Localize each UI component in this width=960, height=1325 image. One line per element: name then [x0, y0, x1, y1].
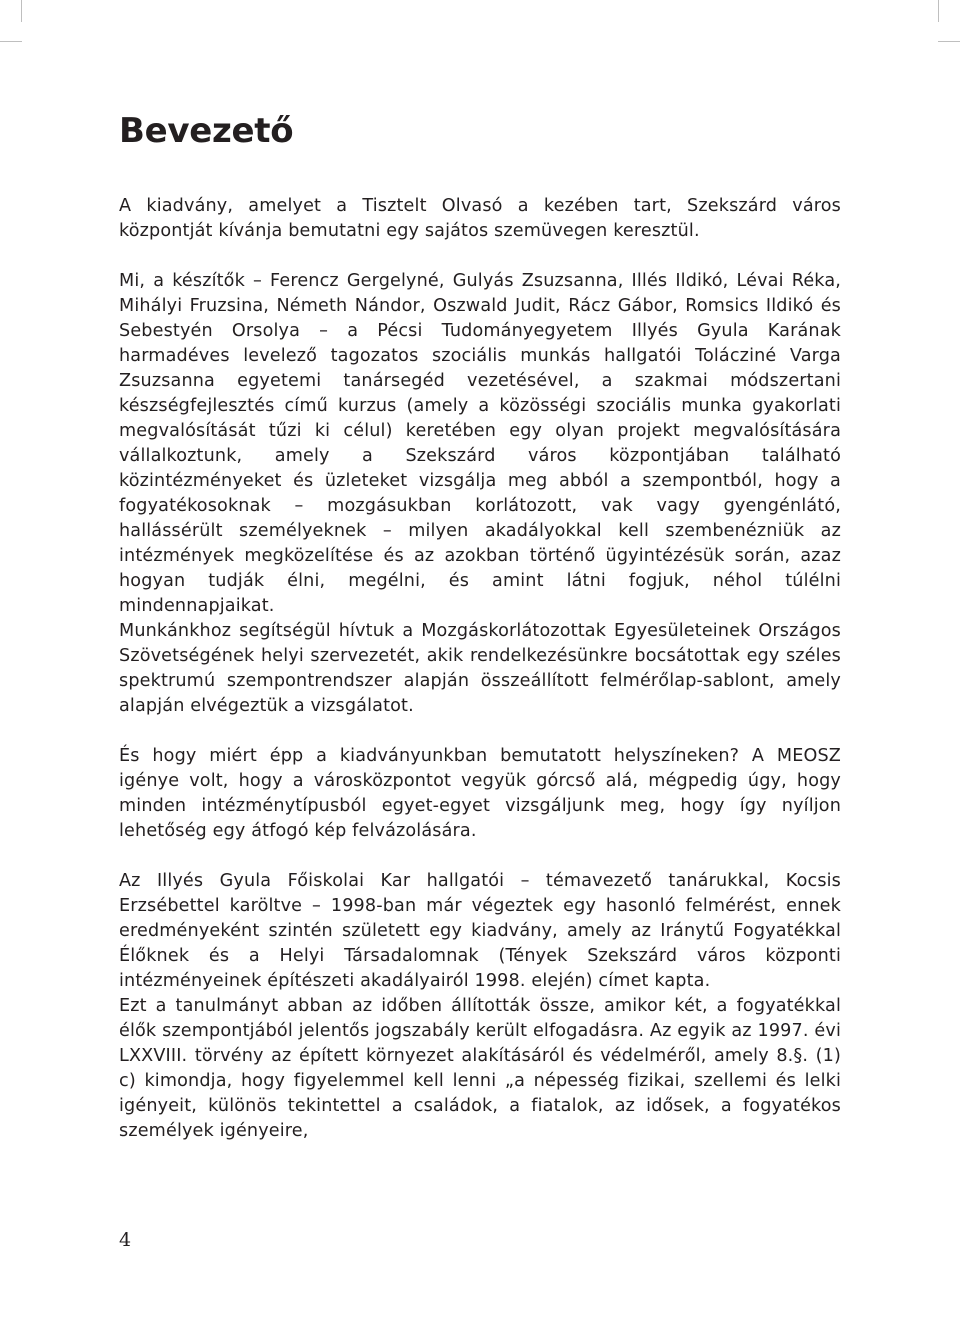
page-number: 4 — [119, 1229, 132, 1251]
page-body — [119, 108, 841, 1144]
crop-mark — [0, 41, 22, 42]
paragraph-authors: Mi, a készítők – Ferencz Gergelyné, Gulyás Zsuzsanna, Illés Ildikó, Lévai Réka, Mihályi Fruzsina, Németh Nándor, Oszwald Judit, Rácz Gábor, Romsics Ildikó és Sebestyén Orsolya – a Pécsi Tudományegyetem Illyés Gyula Karának harmadéves levelező tagozatos szociális munkás hallgatói Tolácziné Varga Zsuzsanna egyetemi tanársegéd vezetésével, a szakmai módszertani készségfejlesztés című kurzus (amely a közösségi szociális munka gyakorlati megvalósítását tűzi ki célul) keretében egy olyan projekt megvalósítására vállalkoztunk, amely a Szekszárd város központjában található közintézményeket és üzleteket vizsgálja meg abból a szempontból, hogy a fogyatékosoknak – mozgásukban korlátozott, vak vagy gyengénlátó, hallássérült személyeknek – milyen akadályokkal kell szembenézniük az intézmények megközelítése és az azokban történő ügyintézésük során, azaz hogyan tudják élni, megélni, és amint látni fogjuk, néhol túlélni mindennapjaikat. — [119, 271, 841, 616]
page-title: Bevezető — [119, 111, 294, 151]
paragraph-previous-survey: Az Illyés Gyula Főiskolai Kar hallgatói – témavezető tanárukkal, Kocsis Erzsébettel karöltve – 1998-ban már végeztek egy hasonló felmérést, ennek eredményeként szintén született egy kiadvány, amely az Iránytű Fogyatékkal Élőknek és a Helyi Társadalomnak (Tények Szekszárd város központi intézményeinek építészeti akadályairól 1998. elején) címet kapta. — [119, 871, 841, 991]
paragraph-meosz-help: Munkánkhoz segítségül hívtuk a Mozgáskorlátozottak Egyesületeinek Országos Szövetségének helyi szervezetét, akik rendelkezésünkre bocsátottak egy széles spektrumú szempontrendszer alapján összeállított felmérőlap-sablont, amely alapján elvégeztük a vizsgálatot. — [119, 621, 841, 716]
paragraph-intro: A kiadvány, amelyet a Tisztelt Olvasó a kezében tart, Szekszárd város központját kívánja bemutatni egy sajátos szemüvegen keresztül. — [119, 196, 841, 241]
crop-mark — [938, 41, 960, 42]
paragraph-locations: És hogy miért épp a kiadványunkban bemutatott helyszíneken? A MEOSZ igénye volt, hogy a városközpontot vegyük górcső alá, mégpedig úgy, hogy minden intézménytípusból egyet-egyet vizsgáljunk meg, hogy így nyíljon lehetőség egy átfogó kép felvázolására. — [119, 746, 841, 841]
paragraph-legislation: Ezt a tanulmányt abban az időben állították össze, amikor két, a fogyatékkal élők szempontjából jelentős jogszabály került elfogadásra. Az egyik az 1997. évi LXXVIII. törvény az épített környezet alakításáról és védelméről, amely 8.§. (1) c) kimondja, hogy figyelemmel kell lenni „a népesség fizikai, szellemi és lelki igényeit, különös tekintettel a családok, a fiatalok, az idősek, a fogyatékos személyek igényeire, — [119, 996, 841, 1141]
crop-mark — [938, 0, 939, 22]
crop-mark — [21, 0, 22, 22]
